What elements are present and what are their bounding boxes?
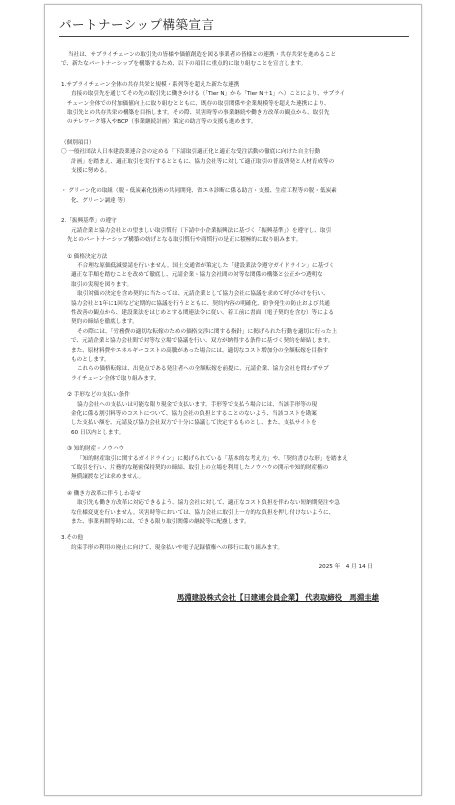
kobetsu-item-line: 支援に努める。 bbox=[71, 168, 111, 175]
sub1-line: ライチェーン全体で取り組みます。 bbox=[71, 375, 160, 382]
green-item-line: 化、グリーン調達 等） bbox=[71, 197, 129, 204]
sub2-line: した支払い額を、元請及び協力会社双方で十分に協議して決定するものとし、また、支払サイトを bbox=[71, 420, 317, 427]
sub2-heading: ② 手形などの支払い条件 bbox=[67, 392, 130, 399]
section1-line: チェーン全体での付加価値向上に取り組むとともに、既存の取引関係や企業規模等を超えた連携により、 bbox=[67, 100, 330, 107]
page-title: パートナーシップ構築宣言 bbox=[59, 15, 409, 37]
kobetsu-label: （個別項目） bbox=[61, 139, 95, 146]
sub1-line: 性改善の観点から、建設業法をはじめとする関連法令に従い、着工前に書面（電子契約を含む）等による bbox=[71, 309, 334, 316]
declaration-page bbox=[44, 4, 422, 796]
section1-line: 取引先との共存共栄の構築を目指します。その際、災害時等の事業継続や働き方改革の観点から、取引先 bbox=[67, 110, 330, 117]
sub3-line: 無償譲渡などは求めません。 bbox=[71, 474, 145, 481]
section1-line: 直接の取引先を通じてその先の取引先に働きかける（「Tier N」から「Tier N＋1」へ）ことにより、サプライ bbox=[71, 91, 346, 98]
sub1-line: 取引の実現を図ります。 bbox=[71, 281, 133, 288]
sub1-line: 不合理な原価低減要請を行いません。国土交通省が策定した「建設業法令遵守ガイドライン」に基づく bbox=[77, 262, 335, 269]
section3-line: 約束手形の利用の廃止に向けて、現金払いや電子記録債権への移行に取り組みます。 bbox=[71, 544, 284, 551]
sub2-line: 60 日以内とします。 bbox=[71, 429, 125, 436]
kobetsu-item-line: 〇 一般社団法人日本建設業連合会の定める「下請取引適正化と適正な受注活動の徹底に向けた自主行動 bbox=[61, 149, 321, 156]
sub1-heading: ① 価格決定方法 bbox=[67, 253, 108, 260]
sub1-line: 契約の締結を徹底します。 bbox=[71, 319, 138, 326]
sub3-line: て取引を行い、片務的な秘密保持契約の締結、取引上の立場を利用したノウハウの開示や知的財産権の bbox=[71, 465, 329, 472]
sub1-line: 取引対価の決定を含め契約に当たっては、元請企業として協力会社に協議を求めて呼びかけを行い、 bbox=[77, 291, 329, 298]
sub1-line: その際には、「労務費の適切な転嫁のための価格交渉に関する指針」に掲げられた行動を適切に行った上 bbox=[77, 328, 338, 335]
green-item-line: ・ グリーン化の取組（脱・低炭素化技術の共同開発、省エネ診断に係る助言・支援、生産工程等の脱・低炭素 bbox=[61, 188, 337, 195]
sub4-heading: ④ 働き方改革に伴うしわ寄せ bbox=[67, 490, 141, 497]
sub1-line: 適正な手順を踏むことを改めて徹底し、元請企業・協力会社間の対等な関係の構築と公正かつ透明な bbox=[71, 272, 323, 279]
kobetsu-item-line: 計画」を踏まえ、適正取引を実行するとともに、協力会社等に対して適正取引の普及啓発と人材育成等の bbox=[71, 158, 335, 165]
declaration-date: 2025 年 4 月 14 日 bbox=[318, 564, 373, 571]
intro-line: 当社は、サプライチェーンの取引先の皆様や価値創造を図る事業者の皆様との連携・共存共栄を進めること bbox=[68, 52, 337, 58]
sub1-line: で、元請企業と協力会社間で対等な立場で協議を行い、双方が納得する条件に基づく契約を締結します。 bbox=[71, 338, 334, 345]
sub1-line: これらの価格転嫁は、出発点である発注者への全額転嫁を前提に、元請企業、協力会社を問わずサプ bbox=[77, 366, 329, 373]
sub1-line: また、原材料費やエネルギーコストの高騰があった場合には、適切なコスト増加分の全額転嫁を目指す bbox=[71, 347, 329, 354]
sub2-line: 金化に係る割引料等のコストについて、協力会社の負担とすることのないよう、当該コストを勘案 bbox=[71, 411, 317, 417]
intro-line: で、新たなパートナーシップを構築するため、以下の項目に重点的に取り組むことを宣言します。 bbox=[61, 61, 307, 68]
sub3-heading: ③ 知的財産・ノウハウ bbox=[67, 446, 125, 453]
sub1-line: 協力会社と1年に1回など定期的に協議を行うとともに、契約内容の明確化、紛争発生の防止および共通 bbox=[71, 300, 330, 307]
section1-heading: 1.サプライチェーン全体の共存共栄と規模・系列等を超えた新たな連携 bbox=[61, 81, 240, 88]
section3-heading: 3.その他 bbox=[61, 535, 84, 542]
sub4-line: 取引先も働き方改革に対応できるよう、協力会社に対して、適正なコスト負担を伴わない短納期発注や急 bbox=[77, 500, 340, 507]
sub4-line: また、事業再開等時には、できる限り取引関係の継続等に配慮します。 bbox=[71, 519, 250, 526]
section1-line: のテレワーク導入やBCP（事業継続計画）策定の助言等の支援も進めます。 bbox=[67, 119, 257, 126]
sub4-line: な仕様変更を行いません。災害時等においては、協力会社に取引上一方的な負担を押し付けないように、 bbox=[71, 509, 335, 516]
section2-line: 元請企業と協力会社との望ましい取引慣行（下請中小企業振興法に基づく「振興基準」）を遵守し、取引 bbox=[71, 227, 332, 234]
section2-line: 先とのパートナーシップ構築の妨げとなる取引慣行や商慣行の是正に積極的に取り組みます。 bbox=[67, 237, 302, 244]
sub2-line: 協力会社への支払いは可能な限り現金で支払います。手形等で支払う場合には、当該手形等の現 bbox=[77, 401, 318, 408]
signature-line: 馬淵建設株式会社【日建連会員企業】 代表取締役 馬淵圭雄 bbox=[176, 592, 379, 602]
section2-heading: 2.「振興基準」の遵守 bbox=[61, 218, 117, 225]
sub3-line: 「知的財産取引に関するガイドライン」に掲げられている「基本的な考え方」や、「契約書ひな形」を踏まえ bbox=[77, 455, 348, 462]
sub1-line: ものとします。 bbox=[71, 356, 110, 363]
